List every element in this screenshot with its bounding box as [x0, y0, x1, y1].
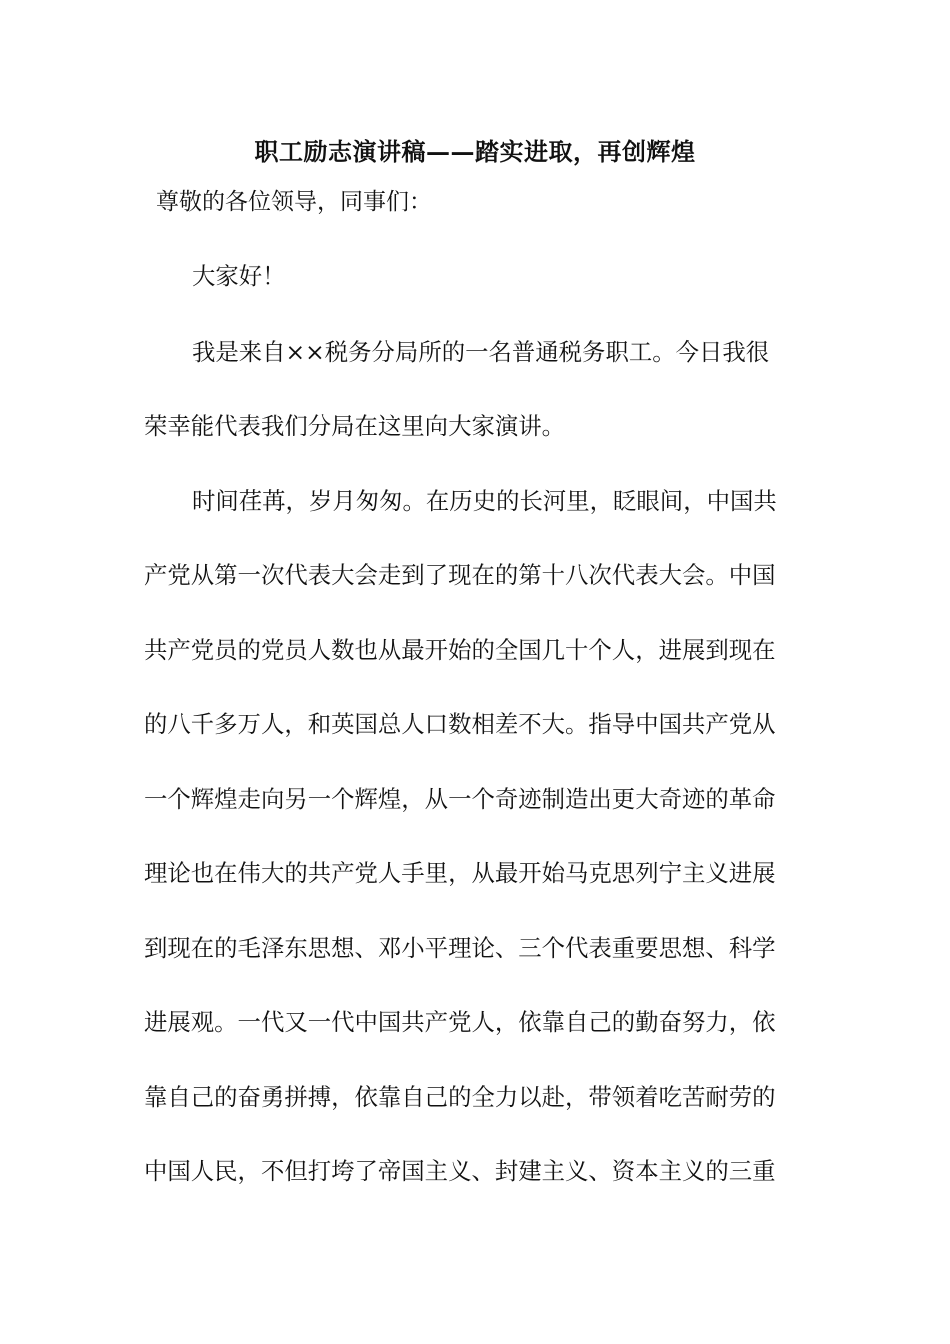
paragraph-line: 荣幸能代表我们分局在这里向大家演讲。	[144, 412, 566, 440]
paragraph-line: 产党从第一次代表大会走到了现在的第十八次代表大会。中国	[144, 561, 776, 589]
paragraph-line: 我是来自××税务分局所的一名普通税务职工。今日我很	[192, 338, 770, 366]
paragraph-line: 中国人民，不但打垮了帝国主义、封建主义、资本主义的三重	[144, 1157, 776, 1185]
paragraph-line: 到现在的毛泽东思想、邓小平理论、三个代表重要思想、科学	[144, 934, 776, 962]
paragraph-line: 的八千多万人，和英国总人口数相差不大。指导中国共产党从	[144, 710, 776, 738]
paragraph-line: 靠自己的奋勇拼搏，依靠自己的全力以赴，带领着吃苦耐劳的	[144, 1083, 776, 1111]
paragraph-line: 进展观。一代又一代中国共产党人，依靠自己的勤奋努力，依	[144, 1008, 776, 1036]
page-title: 职工励志演讲稿——踏实进取，再创辉煌	[254, 137, 696, 166]
paragraph-line: 一个辉煌走向另一个辉煌，从一个奇迹制造出更大奇迹的革命	[144, 785, 776, 813]
paragraph-line: 时间荏苒，岁月匆匆。在历史的长河里，眨眼间，中国共	[192, 487, 777, 515]
paragraph-line: 大家好！	[192, 262, 286, 290]
paragraph-line: 共产党员的党员人数也从最开始的全国几十个人，进展到现在	[144, 636, 776, 664]
paragraph-line: 理论也在伟大的共产党人手里，从最开始马克思列宁主义进展	[144, 859, 776, 887]
salutation: 尊敬的各位领导，同事们：	[156, 189, 432, 215]
